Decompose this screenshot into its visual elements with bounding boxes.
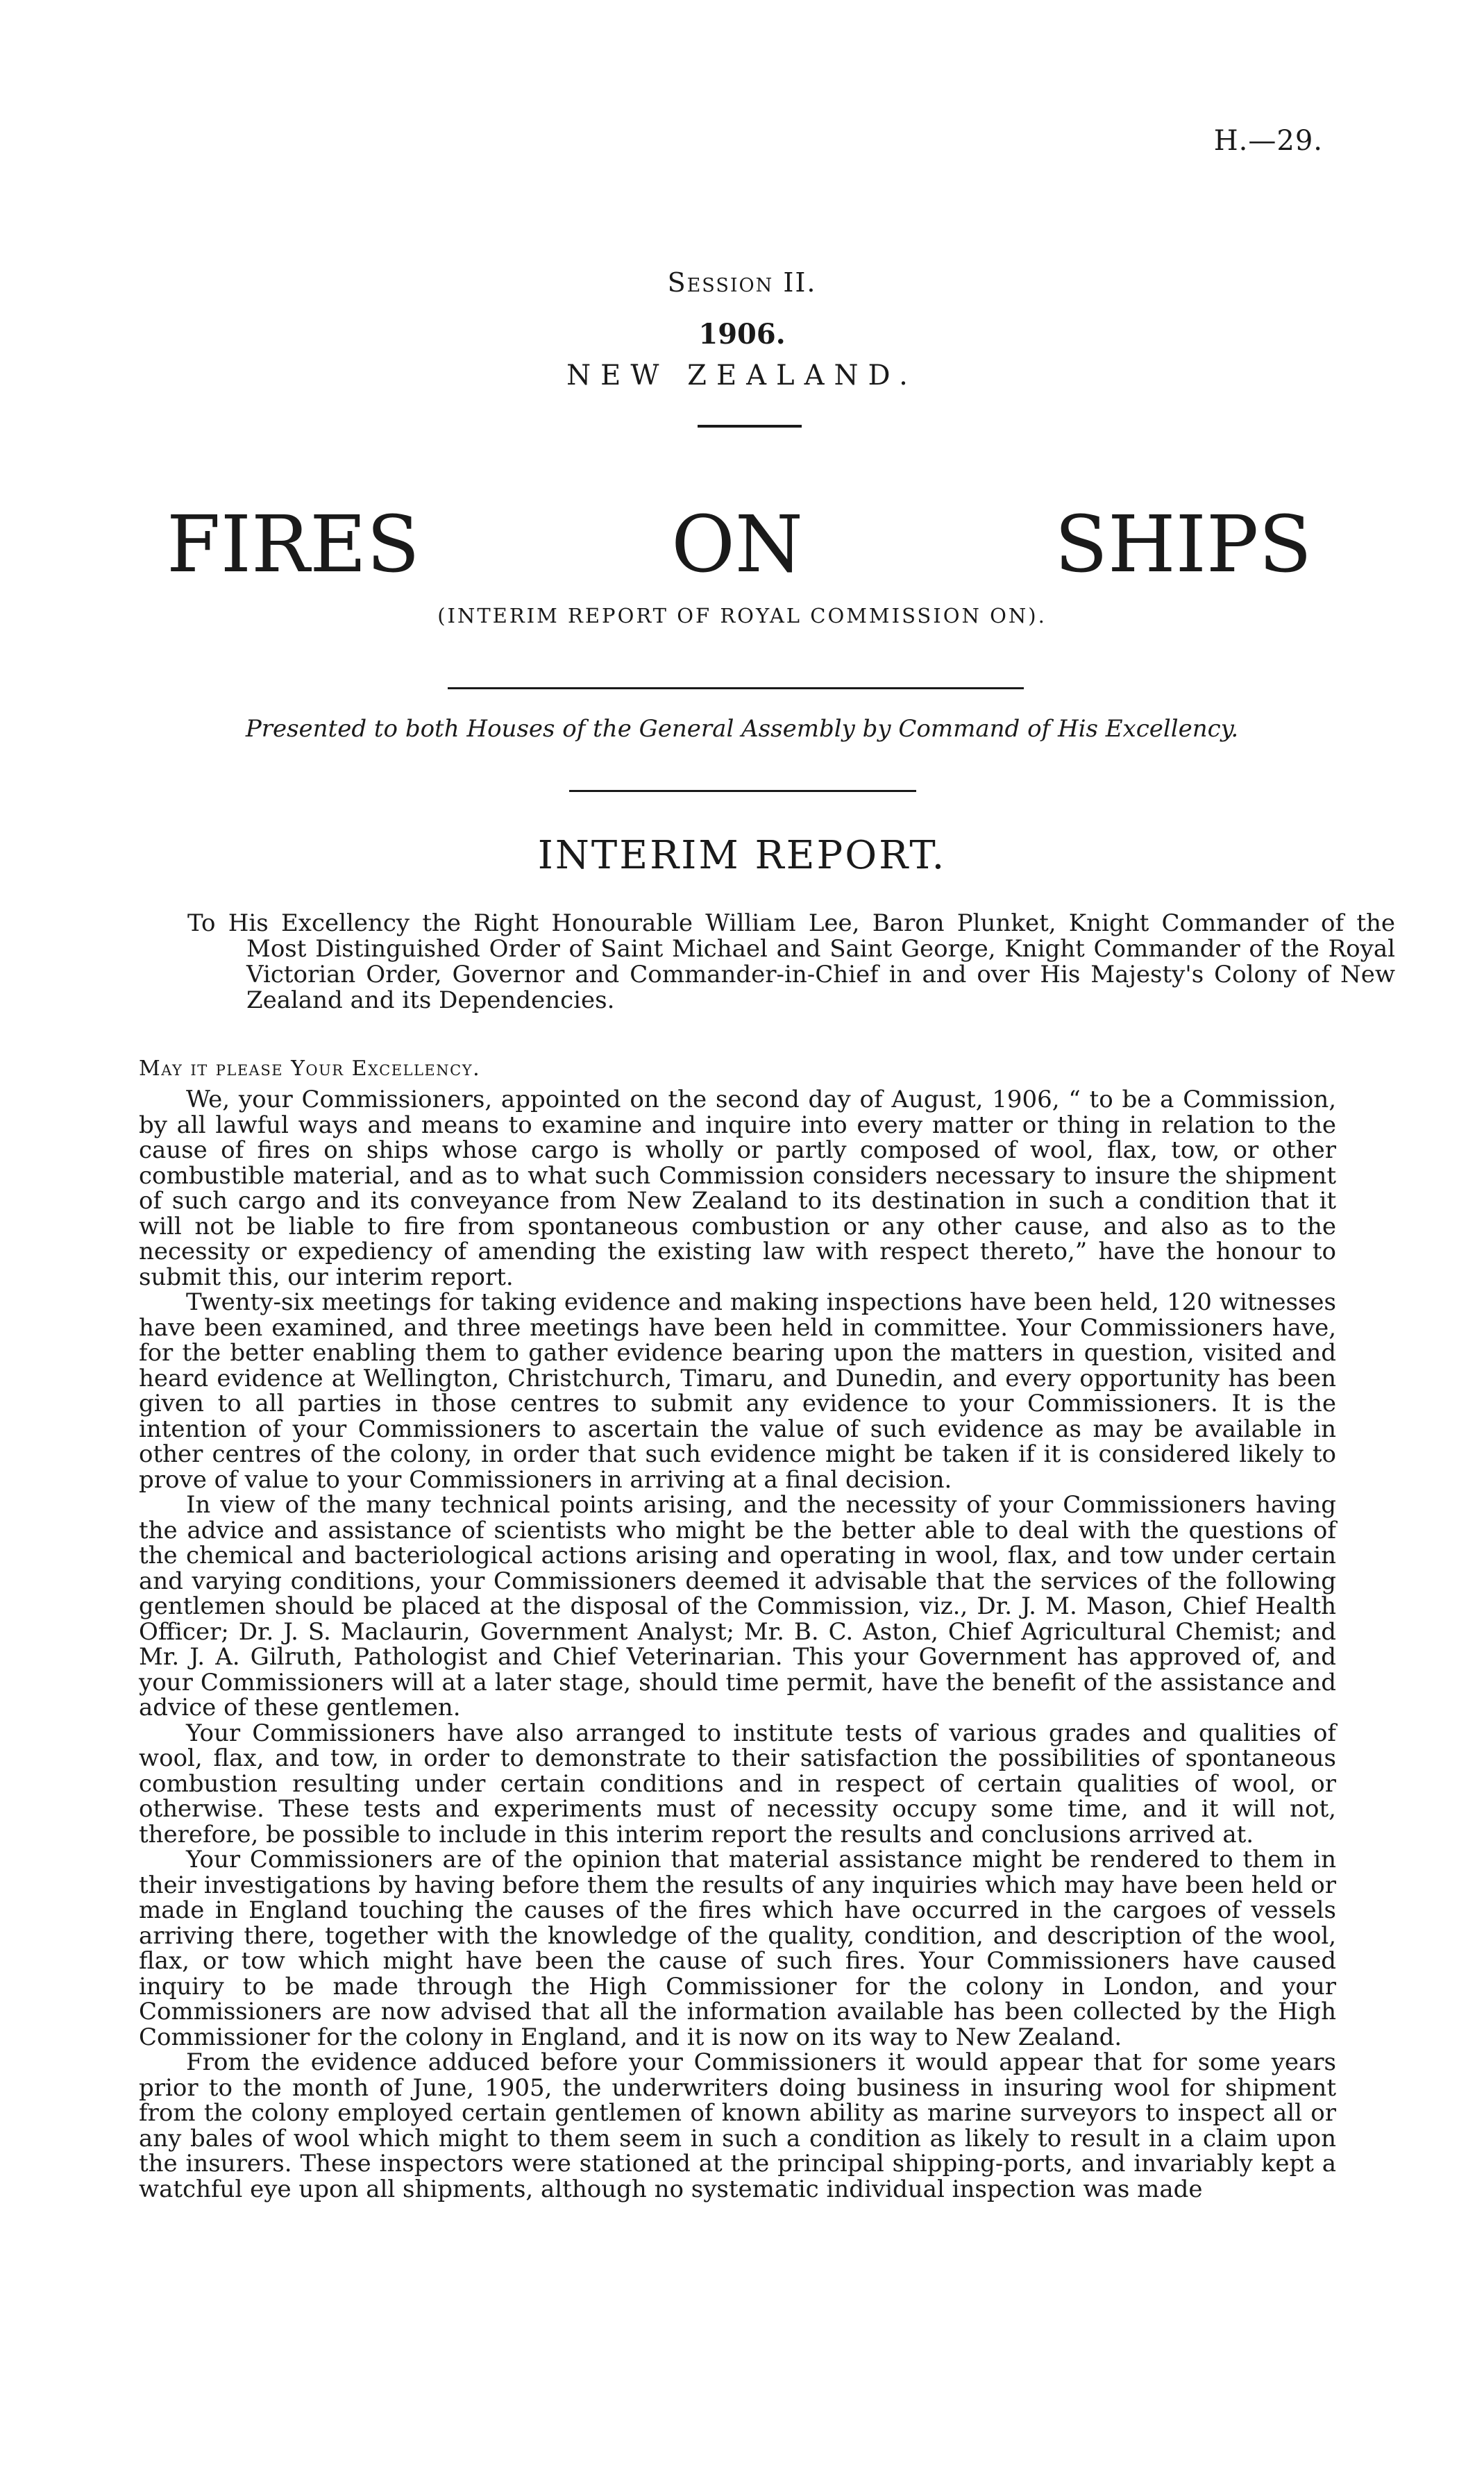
body-paragraph: From the evidence adduced before your Commissioners it would appear that for some years prior to the month of June, 1905, the underwriters doing business in insuring wool for shipment from the colony employed certain gentlemen of known ability as marine surveyors to inspect all or any bales of wool which might to them seem in such a condition as likely to result in a claim upon the insurers. These inspectors were stationed at the principal shipping-ports, and invariably kept a watchful eye upon all shipments, although no systematic individual inspection was made xyxy=(139,2048,1336,2203)
main-title-word: ON xyxy=(671,500,803,590)
body-paragraph: Your Commissioners are of the opinion that material assistance might be rendered to them in their investigations by having before them the results of any inquiries which may have been held or made in England touching the causes of the fires which have occurred in the cargoes of vessels arriving there, together with the knowledge of the quality, condition, and description of the wool, flax, or tow which might have been the cause of such fires. Your Commissioners have caused inquiry to be made through the High Commissioner for the colony in London, and your Commissioners are now advised that all the information available has been collected by the High Commissioner for the colony in England, and it is now on its way to New Zealand. xyxy=(139,1846,1336,2051)
body-paragraph: In view of the many technical points arising, and the necessity of your Commissioners having the advice and assistance of scientists who might be the better able to deal with the questions of the chemical and bacteriological actions arising and operating in wool, flax, and tow under certain and varying conditions, your Commissioners deemed it advisable that the services of the following gentlemen should be placed at the disposal of the Commission, viz., Dr. J. M. Mason, Chief Health Officer; Dr. J. S. Maclaurin, Government Analyst; Mr. B. C. Aston, Chief Agricultural Chemist; and Mr. J. A. Gilruth, Pathologist and Chief Veterinarian. This your Government has approved of, and your Commissioners will at a later stage, should time permit, have the benefit of the assistance and advice of these gentlemen. xyxy=(139,1491,1336,1721)
subtitle: (INTERIM REPORT OF ROYAL COMMISSION ON). xyxy=(437,604,1047,628)
document-reference: H.—29. xyxy=(1213,125,1323,157)
report-body xyxy=(139,1087,1336,2202)
report-heading: INTERIM REPORT. xyxy=(537,833,947,878)
address-block: To His Excellency the Right Honourable William Lee, Baron Plunket, Knight Commander of the Most Distinguished Order of Saint Michael and Saint George, Knight Commander of the Royal Victorian Order, Governor and Commander-in-Chief in and over His Majesty's Colony of New Zealand and its Dependencies. xyxy=(187,909,1395,1014)
session-label: Session II. xyxy=(667,267,817,298)
presented-line: Presented to both Houses of the General Assembly by Command of His Excellency. xyxy=(245,715,1239,743)
year-label: 1906. xyxy=(698,318,786,351)
main-title-word: SHIPS xyxy=(1054,500,1312,590)
main-title xyxy=(167,500,1312,590)
body-paragraph: We, your Commissioners, appointed on the second day of August, 1906, “ to be a Commission, by all lawful ways and means to examine and inquire into every matter or thing in relation to the cause of fires on ships whose cargo is wholly or partly composed of wool, flax, tow, or other combustible material, and as to what such Commission considers necessary to insure the shipment of such cargo and its conveyance from New Zealand to its destination in such a condition that it will not be liable to fire from spontaneous combustion or any other cause, and also as to the necessity or expediency of amending the existing law with respect thereto,” have the honour to submit this, our interim report. xyxy=(139,1086,1336,1291)
main-title-word: FIRES xyxy=(167,500,420,590)
body-paragraph: Twenty-six meetings for taking evidence and making inspections have been held, 120 witnesses have been examined, and three meetings have been held in committee. Your Commissioners have, for the better enabling them to gather evidence bearing upon the matters in question, visited and heard evidence at Wellington, Christchurch, Timaru, and Dunedin, and every opportunity has been given to all parties in those centres to submit any evidence to your Commissioners. It is the intention of your Commissioners to ascertain the value of such evidence as may be available in other centres of the colony, in order that such evidence might be taken if it is considered likely to prove of value to your Commissioners in arriving at a final decision. xyxy=(139,1288,1336,1494)
country-label: NEW ZEALAND. xyxy=(566,360,918,391)
divider-rule xyxy=(448,687,1024,689)
body-paragraph: Your Commissioners have also arranged to institute tests of various grades and qualities of wool, flax, and tow, in order to demonstrate to their satisfaction the possibilities of spontaneous combustion resulting under certain conditions and in respect of certain qualities of wool, or otherwise. These tests and experiments must of necessity occupy some time, and it will not, therefore, be possible to include in this interim report the results and conclusions arrived at. xyxy=(139,1719,1336,1848)
divider-rule xyxy=(698,425,802,428)
salutation: May it please Your Excellency. xyxy=(139,1056,481,1081)
divider-rule xyxy=(569,790,916,792)
